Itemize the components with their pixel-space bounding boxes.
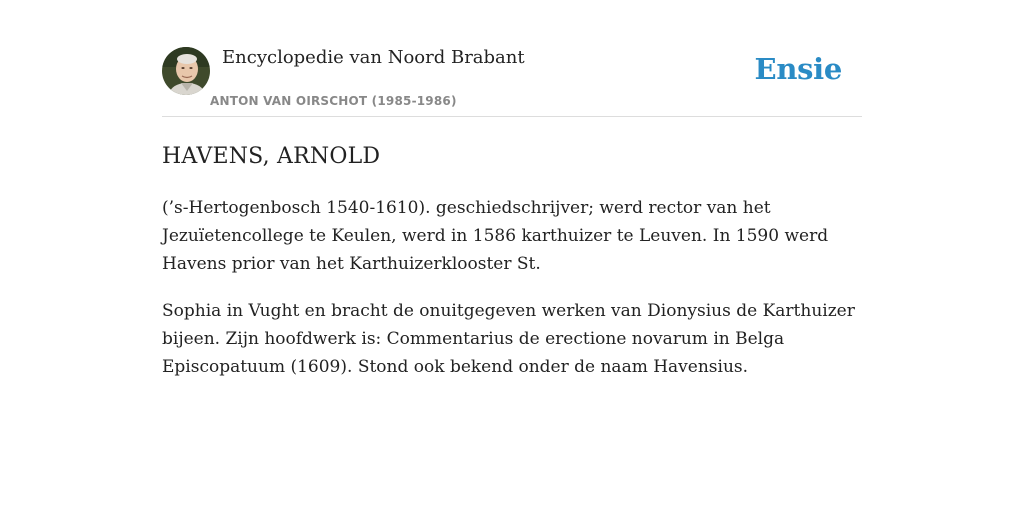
entry-paragraph: (’s-Hertogenbosch 1540-1610). geschiedschrijver; werd rector van het Jezuïetencollege te Keulen, werd in 1586 karthuizer te Leuven. In 1590 werd Havens prior van het Karthuizerklooster St.	[162, 198, 829, 274]
source-title[interactable]: Encyclopedie van Noord Brabant	[222, 47, 525, 68]
entry-title: HAVENS, ARNOLD	[162, 144, 381, 169]
entry-paragraph: Sophia in Vught en bracht de onuitgegeven werken van Dionysius de Karthuizer bijeen. Zijn hoofdwerk is: Commentarius de erectione novarum in Belga Episcopatuum (1609). Stond ook bekend onder de naam Havensius.	[162, 301, 855, 377]
author-portrait-icon	[162, 47, 210, 95]
entry-card	[162, 0, 862, 512]
author-avatar[interactable]	[162, 47, 210, 95]
author-name[interactable]: ANTON VAN OIRSCHOT (1985-1986)	[210, 94, 457, 108]
entry-header	[162, 0, 862, 117]
ensie-logo[interactable]: Ensie	[754, 52, 842, 86]
